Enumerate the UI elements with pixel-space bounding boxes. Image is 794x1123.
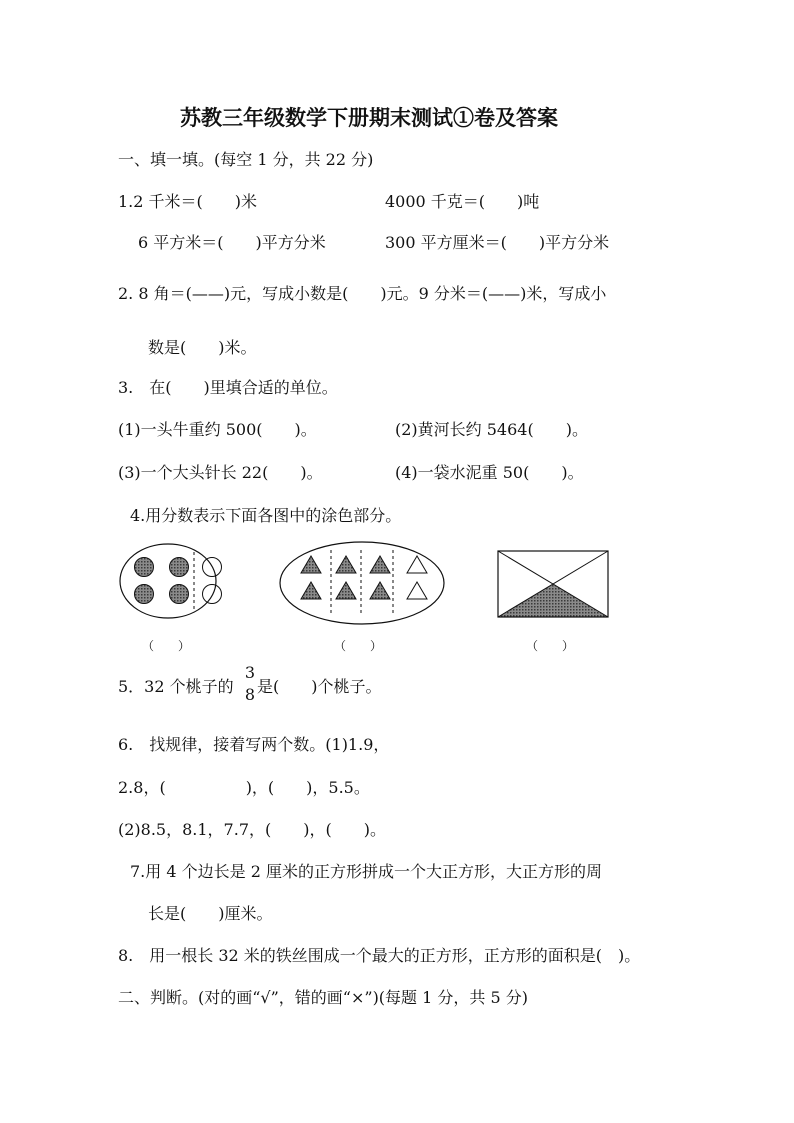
section-2-header: 二、判断。(对的画“√”，错的画“×”)(每题 1 分，共 5 分) <box>118 988 528 1007</box>
shaded-region <box>498 584 608 617</box>
question-5-suffix: 是( )个桃子。 <box>257 677 382 696</box>
shaded-triangle <box>336 582 356 599</box>
page-title: 苏教三年级数学下册期末测试①卷及答案 <box>180 105 558 130</box>
empty-circle <box>203 585 222 604</box>
question-6-line1: 6. 找规律，接着写两个数。(1)1.9， <box>118 735 390 754</box>
shaded-triangle <box>370 556 390 573</box>
question-1a: 1.2 千米＝( )米 <box>118 192 258 211</box>
shaded-triangle <box>336 556 356 573</box>
question-3-2: (2)黄河长约 5464( )。 <box>395 420 588 439</box>
question-3-1: (1)一头牛重约 500( )。 <box>118 420 317 439</box>
figure-rectangle <box>498 551 608 617</box>
figure-3-answer-blank: （ ） <box>526 639 575 653</box>
question-8: 8. 用一根长 32 米的铁丝围成一个最大的正方形，正方形的面积是( )。 <box>118 946 641 965</box>
figure-circles <box>120 544 222 618</box>
question-5-prefix: 5．32 个桃子的 <box>118 677 234 696</box>
question-7-line2: 长是( )厘米。 <box>148 904 273 923</box>
question-2-line2: 数是( )米。 <box>148 338 257 357</box>
question-3-4: (4)一袋水泥重 50( )。 <box>395 463 584 482</box>
shaded-triangle <box>301 556 321 573</box>
question-3: 3. 在( )里填合适的单位。 <box>118 378 338 397</box>
section-1-header: 一、填一填。(每空 1 分，共 22 分) <box>118 150 374 169</box>
question-1c: 6 平方米＝( )平方分米 <box>138 233 326 252</box>
question-5-fraction <box>243 663 257 705</box>
question-6-line2: 2.8，( )，( )，5.5。 <box>118 778 370 797</box>
empty-triangle <box>407 556 427 573</box>
empty-triangle <box>407 582 427 599</box>
question-1d: 300 平方厘米＝( )平方分米 <box>385 233 610 252</box>
shaded-circle <box>135 585 154 604</box>
shaded-circle <box>170 558 189 577</box>
fraction-numerator: 3 <box>244 663 256 682</box>
question-2-line1: 2. 8 角＝(——)元，写成小数是( )元。9 分米＝(——)米，写成小 <box>118 284 607 303</box>
shaded-triangle <box>301 582 321 599</box>
figure-1-answer-blank: （ ） <box>142 639 191 653</box>
shaded-circle <box>135 558 154 577</box>
figure-2-answer-blank: （ ） <box>334 639 383 653</box>
question-1b: 4000 千克＝( )吨 <box>385 192 540 211</box>
question-3-3: (3)一个大头针长 22( )。 <box>118 463 323 482</box>
shaded-circle <box>170 585 189 604</box>
fraction-denominator: 8 <box>244 685 256 704</box>
figure-triangles <box>280 542 444 624</box>
question-4: 4.用分数表示下面各图中的涂色部分。 <box>130 506 402 525</box>
shaded-triangle <box>370 582 390 599</box>
question-7-line1: 7.用 4 个边长是 2 厘米的正方形拼成一个大正方形，大正方形的周 <box>130 862 602 881</box>
question-6-line3: (2)8.5，8.1，7.7，( )，( )。 <box>118 820 386 839</box>
